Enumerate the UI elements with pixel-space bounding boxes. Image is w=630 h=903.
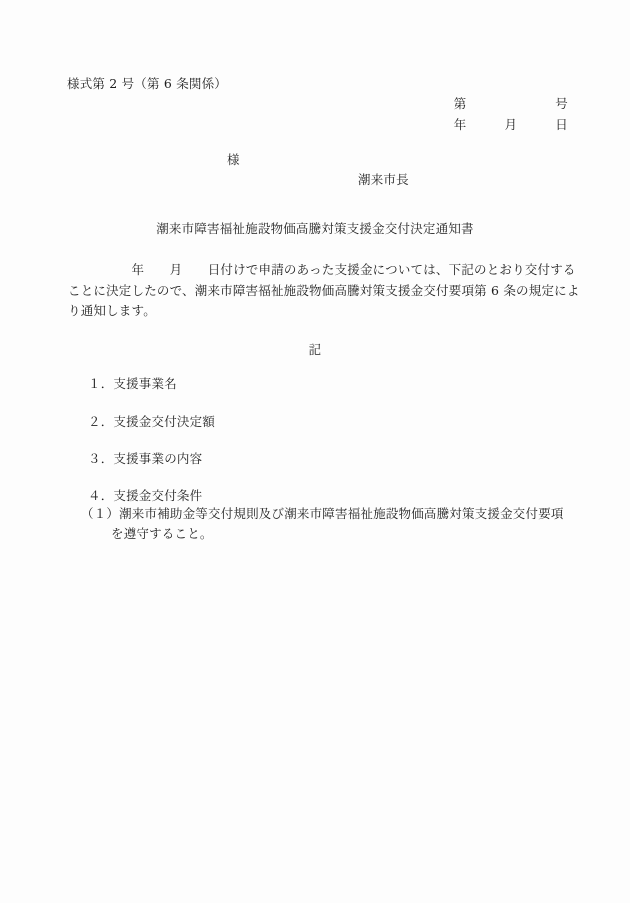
ki-heading: 記 xyxy=(308,342,322,357)
body-line-3: り通知します。 xyxy=(68,303,156,318)
sub-item-line-2: を遵守すること。 xyxy=(111,526,213,541)
list-item-4: ４．支援金交付条件 xyxy=(88,488,203,503)
addressee-honorific: 様 xyxy=(227,152,240,167)
sender-title: 潮来市長 xyxy=(358,172,409,187)
sub-item-line-1: （１）潮来市補助金等交付規則及び潮来市障害福祉施設物価高騰対策支援金交付要項 xyxy=(81,506,564,521)
list-item-2: ２．支援金交付決定額 xyxy=(88,414,216,429)
document-title: 潮来市障害福祉施設物価高騰対策支援金交付決定通知書 xyxy=(156,221,474,236)
form-label: 様式第 2 号（第 6 条関係） xyxy=(67,76,227,91)
list-item-3: ３．支援事業の内容 xyxy=(88,451,203,466)
date-line: 年 月 日 xyxy=(453,117,568,132)
body-line-1: 年 月 日付けで申請のあった支援金については、下記のとおり交付する xyxy=(68,262,576,277)
document-number-line: 第 号 xyxy=(453,96,568,111)
body-line-2: ことに決定したので、潮来市障害福祉施設物価高騰対策支援金交付要項第 6 条の規定によ xyxy=(68,283,580,298)
list-item-1: １．支援事業名 xyxy=(88,376,177,391)
